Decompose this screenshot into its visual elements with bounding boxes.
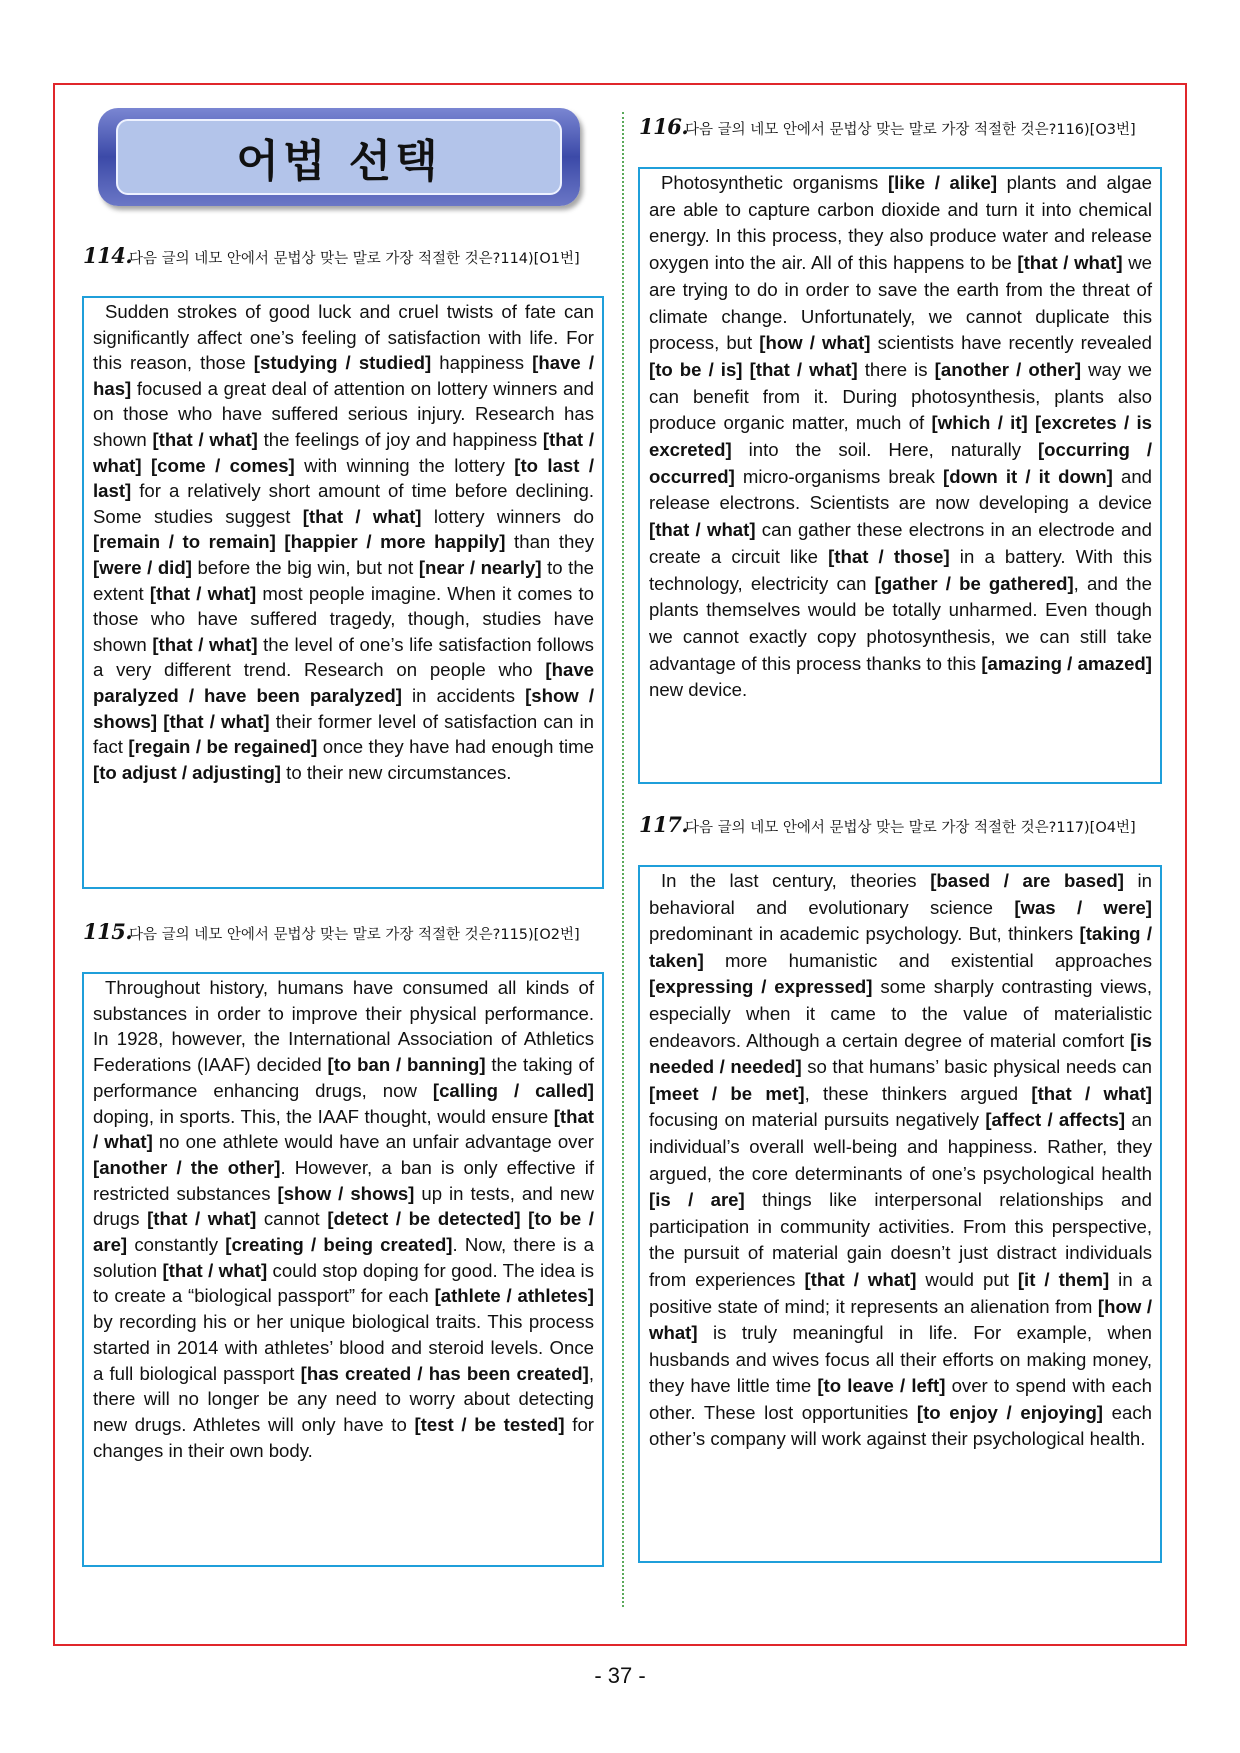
grammar-choice: [come / comes]	[150, 454, 295, 476]
column-divider	[622, 112, 624, 1607]
grammar-choice: [how / what]	[649, 1295, 1152, 1344]
grammar-choice: [gather / be gathered]	[874, 572, 1074, 594]
section-title: 어법 선택	[236, 136, 442, 187]
grammar-choice: [that / what]	[749, 358, 858, 380]
grammar-choice: [test / be tested]	[414, 1413, 565, 1435]
grammar-choice: [studying / studied]	[253, 352, 432, 374]
question-number: 115.	[83, 919, 133, 944]
grammar-choice: [that / what]	[162, 1259, 268, 1281]
question-number: 116.	[639, 114, 689, 139]
grammar-choice: [taking / taken]	[649, 923, 1152, 971]
grammar-choice: [show / shows]	[277, 1182, 415, 1204]
question-header-114	[83, 245, 606, 270]
grammar-choice: [to adjust / adjusting]	[93, 761, 281, 783]
grammar-choice: [expressing / expressed]	[649, 976, 873, 998]
grammar-choice: [that / what]	[1031, 1082, 1152, 1104]
grammar-choice: [that / what]	[152, 428, 258, 450]
grammar-choice: [detect / be detected]	[327, 1208, 521, 1230]
grammar-choice: [that / what]	[649, 519, 756, 541]
grammar-choice: [that / what]	[149, 582, 257, 604]
grammar-choice: [that / what]	[152, 633, 258, 655]
grammar-choice: [that / what]	[93, 1105, 594, 1153]
grammar-choice: [another / other]	[934, 358, 1082, 380]
grammar-choice: [have paralyzed / have been paralyzed]	[93, 659, 594, 706]
grammar-choice: [meet / be met]	[649, 1082, 805, 1104]
grammar-choice: [were / did]	[93, 556, 192, 578]
grammar-choice: [amazing / amazed]	[981, 652, 1152, 674]
grammar-choice: [to be / are]	[93, 1208, 594, 1256]
passage-text: Sudden strokes of good luck and cruel twists of fate can significantly affect one’s feeling of satisfaction with life. For this reason, those [studying / studied] happiness [have / has] focused a great deal of attention on lottery winners and on those who have suffered serious injury. Research has shown [that / what] the feelings of joy and happiness [that / what] [come / comes] with winning the lottery [to last / last] for a relatively short amount of time before declining. Some studies suggest [that / what] lottery winners do [remain / to remain] [happier / more happily] than they [were / did] before the big win, but not [near / nearly] to the extent [that / what] most people imagine. When it comes to those who have suffered tragedy, though, studies have shown [that / what] the level of one’s life satisfaction follows a very different trend. Research on people who [have paralyzed / have been paralyzed] in accidents [show / shows] [that / what] their former level of satisfaction can in fact [regain / be regained] once they have had enough time [to adjust / adjusting] to their new circumstances.	[93, 301, 595, 783]
grammar-choice: [is needed / needed]	[649, 1029, 1152, 1078]
grammar-choice: [regain / be regained]	[128, 736, 318, 758]
grammar-choice: [to leave / left]	[817, 1375, 946, 1397]
question-prompt: 다음 글의 네모 안에서 문법상 맞는 말로 가장 적절한 것은?114)[O1번]	[129, 251, 580, 267]
grammar-choice: [athlete / athletes]	[434, 1285, 594, 1307]
question-header-117	[639, 814, 1164, 839]
grammar-choice: [based / are based]	[930, 870, 1124, 891]
grammar-choice: [to be / is]	[649, 358, 743, 380]
grammar-choice: [down it / it down]	[943, 465, 1113, 487]
grammar-choice: [occurring / occurred]	[649, 439, 1152, 487]
grammar-choice: [that / what]	[147, 1208, 257, 1230]
question-header-115	[83, 921, 606, 946]
question-prompt: 다음 글의 네모 안에서 문법상 맞는 말로 가장 적절한 것은?116)[O3번]	[685, 122, 1136, 138]
grammar-choice: [to enjoy / enjoying]	[916, 1401, 1103, 1423]
section-banner	[98, 108, 580, 206]
grammar-choice: [that / what]	[302, 505, 422, 527]
passage-box-115	[82, 972, 604, 1567]
passage-text: In the last century, theories [based / are based] in behavioral and evolutionary science [was / were] predominant in academic psychology. But, thinkers [taking / taken] more humanistic and existential approaches [expressing / expressed] some sharply contrasting views, especially when it came to the value of materialistic endeavors. Although a certain degree of material comfort [is needed / needed] so that humans’ basic physical needs can [meet / be met], these thinkers argued [that / what] focusing on material pursuits negatively [affect / affects] an individual’s overall well-being and happiness. Rather, they argued, the core determinants of one’s psychological health [is / are] things like interpersonal relationships and participation in community activities. From this perspective, the pursuit of material gain doesn’t just distract individuals from experiences [that / what] would put [it / them] in a positive state of mind; it represents an alienation from [how / what] is truly meaningful in life. For example, when husbands and wives focus all their efforts on making money, they have little time [to leave / left] over to spend with each other. These lost opportunities [to enjoy / enjoying] each other’s company will work against their psychological health.	[649, 870, 1153, 1450]
question-number: 114.	[83, 243, 133, 268]
question-header-116	[639, 116, 1164, 141]
grammar-choice: [affect / affects]	[985, 1109, 1126, 1131]
grammar-choice: [has created / has been created]	[300, 1362, 589, 1384]
grammar-choice: [remain / to remain]	[93, 531, 276, 553]
question-prompt: 다음 글의 네모 안에서 문법상 맞는 말로 가장 적절한 것은?115)[O2번]	[129, 927, 580, 943]
grammar-choice: [show / shows]	[93, 684, 594, 732]
grammar-choice: [that / what]	[163, 710, 270, 732]
grammar-choice: [happier / more happily]	[284, 531, 506, 553]
passage-text: Throughout history, humans have consumed all kinds of substances in order to improve their physical performance. In 1928, however, the International Association of Athletics Federations (IAAF) decided [to ban / banning] the taking of performance enhancing drugs, now [calling / called] doping, in sports. This, the IAAF thought, would ensure [that / what] no one athlete would have an unfair advantage over [another / the other]. However, a ban is only effective if restricted substances [show / shows] up in tests, and new drugs [that / what] cannot [detect / be detected] [to be / are] constantly [creating / being created]. Now, there is a solution [that / what] could stop doping for good. The idea is to create a “biological passport” for each [athlete / athletes] by recording his or her unique biological traits. This process started in 2014 with athletes’ blood and steroid levels. Once a full biological passport [has created / has been created], there will no longer be any need to worry about detecting new drugs. Athletes will only have to [test / be tested] for changes in their own body.	[93, 977, 594, 1461]
grammar-choice: [like / alike]	[887, 172, 998, 193]
grammar-choice: [to ban / banning]	[327, 1054, 486, 1076]
grammar-choice: [to last / last]	[93, 454, 594, 502]
grammar-choice: [creating / being created]	[225, 1234, 453, 1256]
passage-text: Photosynthetic organisms [like / alike] plants and algae are able to capture carbon dioxide and turn it into chemical energy. In this process, they also produce water and release oxygen into the air. All of this happens to be [that / what] we are trying to do in order to save the earth from the threat of climate change. Unfortunately, we cannot duplicate this process, but [how / what] scientists have recently revealed [to be / is] [that / what] there is [another / other] way we can benefit from it. During photosynthesis, plants also produce organic matter, much of [which / it] [excretes / is excreted] into the soil. Here, naturally [occurring / occurred] micro-organisms break [down it / it down] and release electrons. Scientists are now developing a device [that / what] can gather these electrons in an electrode and create a circuit like [that / those] in a battery. With this technology, electricity can [gather / be gathered], and the plants themselves would be totally unharmed. Even though we cannot exactly copy photosynthesis, we can still take advantage of this process thanks to this [amazing / amazed] new device.	[649, 172, 1153, 701]
grammar-choice: [have / has]	[93, 352, 595, 399]
grammar-choice: [excretes / is excreted]	[649, 412, 1152, 461]
grammar-choice: [which / it]	[931, 412, 1028, 434]
grammar-choice: [is / are]	[649, 1189, 745, 1211]
passage-box-117	[638, 865, 1162, 1563]
grammar-choice: [another / the other]	[93, 1156, 281, 1178]
passage-box-116	[638, 167, 1162, 784]
grammar-choice: [it / them]	[1017, 1268, 1110, 1290]
page-number: - 37 -	[594, 1663, 646, 1688]
grammar-choice: [that / what]	[93, 428, 594, 476]
grammar-choice: [was / were]	[1014, 896, 1152, 918]
grammar-choice: [calling / called]	[432, 1079, 594, 1101]
question-prompt: 다음 글의 네모 안에서 문법상 맞는 말로 가장 적절한 것은?117)[O4번]	[685, 820, 1136, 836]
section-banner-inner	[116, 119, 562, 195]
passage-box-114	[82, 296, 604, 889]
grammar-choice: [near / nearly]	[418, 556, 542, 578]
grammar-choice: [that / what]	[804, 1268, 917, 1290]
grammar-choice: [that / what]	[1017, 252, 1123, 274]
grammar-choice: [that / those]	[828, 545, 950, 567]
grammar-choice: [how / what]	[759, 332, 871, 354]
question-number: 117.	[639, 812, 689, 837]
